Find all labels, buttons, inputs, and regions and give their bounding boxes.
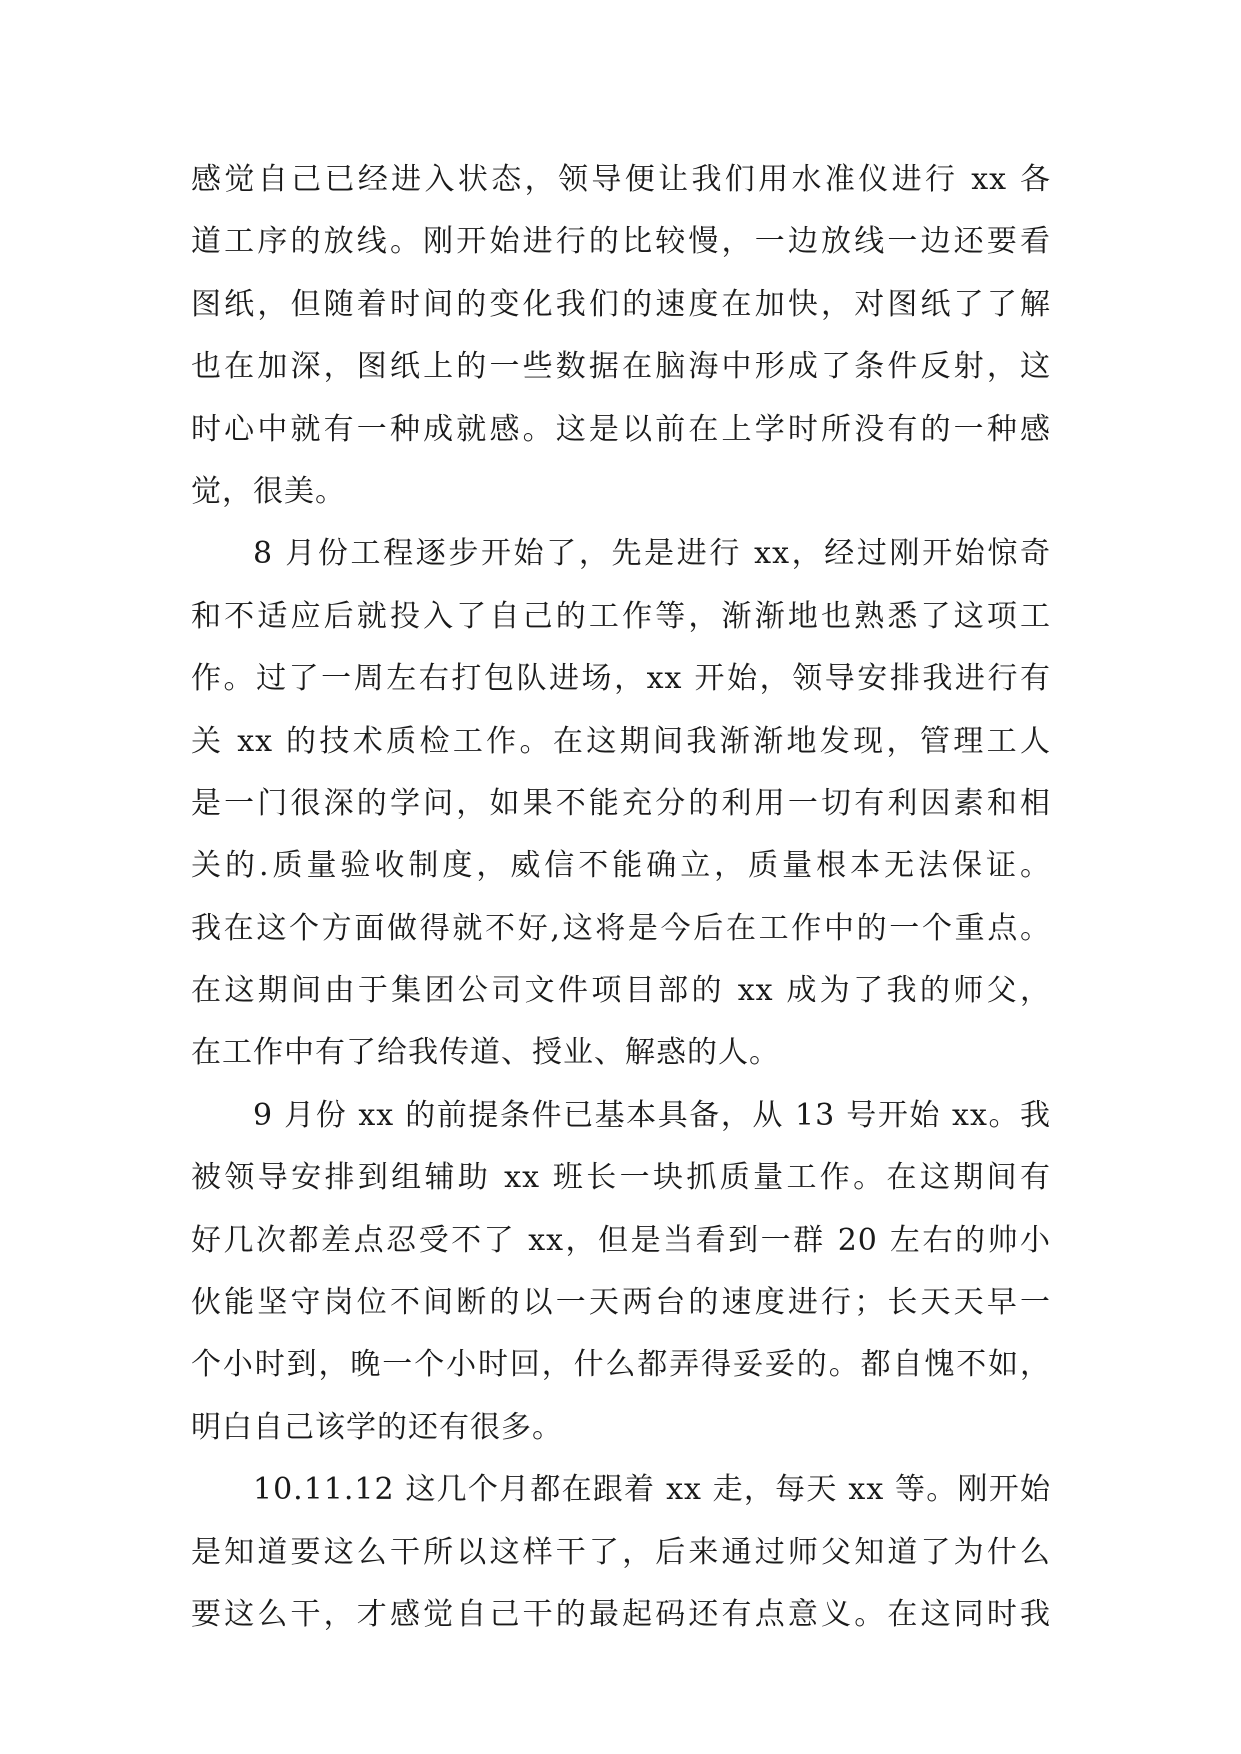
text-line: 要这么干，才感觉自己干的最起码还有点意义。在这同时我 [191,1596,1051,1632]
text-line: 和不适应后就投入了自己的工作等，渐渐地也熟悉了这项工 [191,598,1051,634]
text-line: 9 月份 xx 的前提条件已基本具备，从 13 号开始 xx。我 [253,1097,1051,1133]
text-line: 我在这个方面做得就不好,这将是今后在工作中的一个重点。 [191,910,1051,946]
text-line: 被领导安排到组辅助 xx 班长一块抓质量工作。在这期间有 [191,1160,1051,1196]
text-line: 觉，很美。 [191,473,346,509]
text-line: 是一门很深的学问，如果不能充分的利用一切有利因素和相 [191,785,1051,821]
text-line: 伙能坚守岗位不间断的以一天两台的速度进行；长天天早一 [191,1285,1051,1321]
text-line: 8 月份工程逐步开始了，先是进行 xx，经过刚开始惊奇 [253,536,1051,572]
text-line: 个小时到，晚一个小时回，什么都弄得妥妥的。都自愧不如， [191,1347,1051,1383]
text-line: 图纸，但随着时间的变化我们的速度在加快，对图纸了了解 [191,286,1051,322]
text-line: 时心中就有一种成就感。这是以前在上学时所没有的一种感 [191,411,1051,447]
text-line: 在工作中有了给我传道、授业、解惑的人。 [191,1035,780,1071]
body-text [191,160,1051,1657]
text-line: 也在加深，图纸上的一些数据在脑海中形成了条件反射，这 [191,349,1051,385]
text-line: 作。过了一周左右打包队进场，xx 开始，领导安排我进行有 [191,661,1051,697]
paragraph [191,534,1051,1073]
paragraph [191,1096,1051,1448]
text-line: 是知道要这么干所以这样干了，后来通过师父知道了为什么 [191,1534,1051,1570]
text-line: 道工序的放线。刚开始进行的比较慢，一边放线一边还要看 [191,224,1051,260]
text-line: 好几次都差点忍受不了 xx，但是当看到一群 20 左右的帅小 [191,1222,1051,1258]
paragraph [191,1470,1051,1635]
text-line: 关 xx 的技术质检工作。在这期间我渐渐地发现，管理工人 [191,723,1051,759]
paragraph [191,160,1051,512]
text-line: 明白自己该学的还有很多。 [191,1409,563,1445]
text-line: 10.11.12 这几个月都在跟着 xx 走，每天 xx 等。刚开始 [253,1472,1051,1508]
text-line: 感觉自己已经进入状态，领导便让我们用水准仪进行 xx 各 [191,162,1051,197]
text-line: 在这期间由于集团公司文件项目部的 xx 成为了我的师父， [191,973,1051,1009]
text-line: 关的.质量验收制度，威信不能确立，质量根本无法保证。 [191,848,1051,884]
